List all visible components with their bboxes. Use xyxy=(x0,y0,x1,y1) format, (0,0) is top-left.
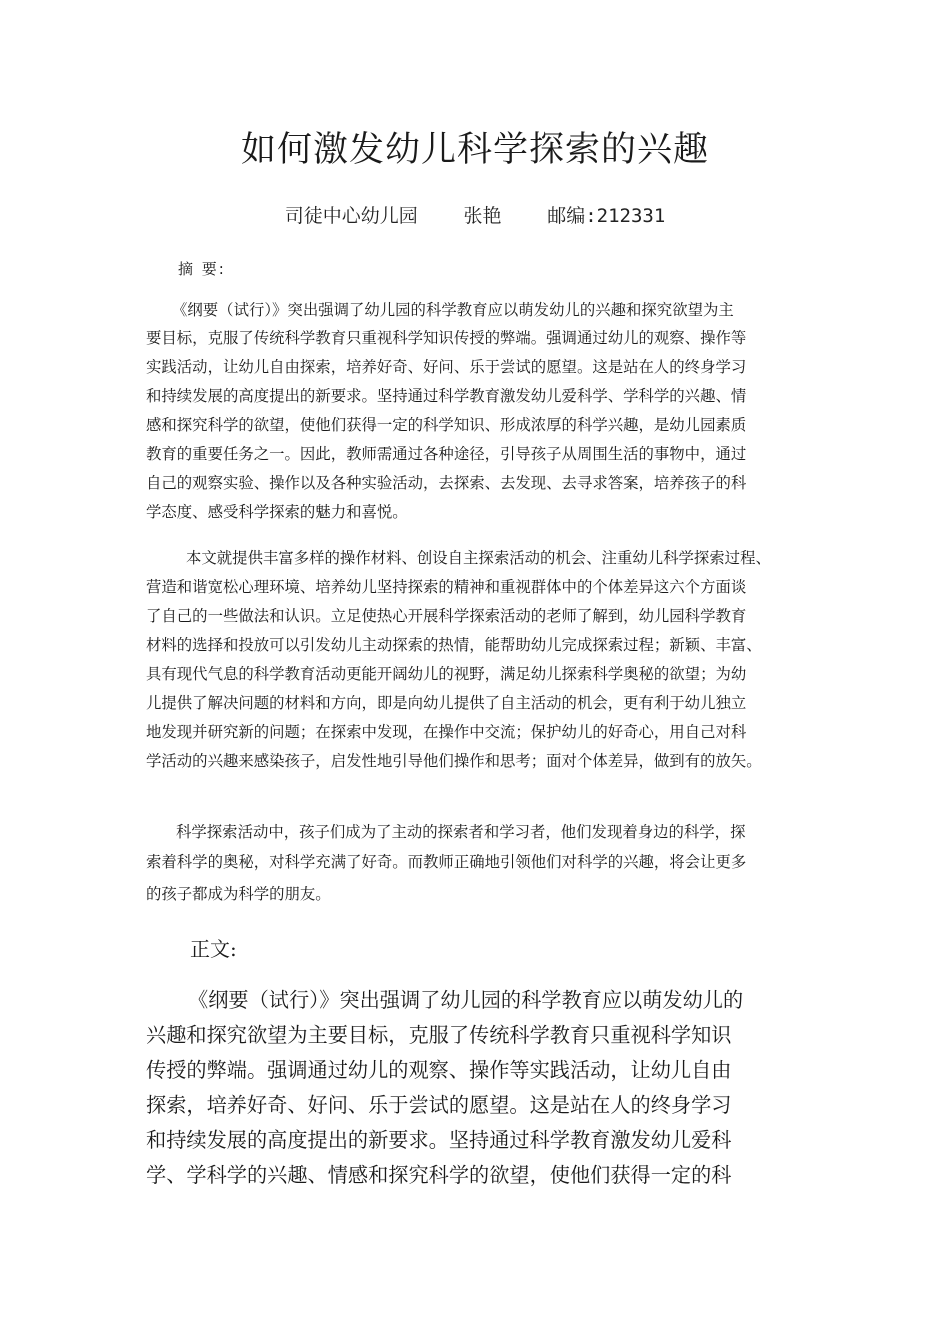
text-line: 《纲要（试行）》突出强调了幼儿园的科学教育应以萌发幼儿的 xyxy=(188,988,744,1012)
text-line: 兴趣和探究欲望为主要目标，克服了传统科学教育只重视科学知识 xyxy=(146,1023,732,1047)
text-line: 儿提供了解决问题的材料和方向，即是向幼儿提供了自主活动的机会，更有利于幼儿独立 xyxy=(146,694,747,712)
text-line: 和持续发展的高度提出的新要求。坚持通过科学教育激发幼儿爱科 xyxy=(146,1128,732,1152)
text-line: 和持续发展的高度提出的新要求。坚持通过科学教育激发幼儿爱科学、学科学的兴趣、情 xyxy=(146,387,747,405)
text-line: 本文就提供丰富多样的操作材料、创设自主探索活动的机会、注重幼儿科学探索过程、 xyxy=(186,549,771,567)
text-line: 实践活动，让幼儿自由探索，培养好奇、好问、乐于尝试的愿望。这是站在人的终身学习 xyxy=(146,358,747,376)
text-line: 自己的观察实验、操作以及各种实验活动，去探索、去发现、去寻求答案，培养孩子的科 xyxy=(146,474,747,492)
abstract-label: 摘 要: xyxy=(178,260,226,278)
text-line: 具有现代气息的科学教育活动更能开阔幼儿的视野，满足幼儿探索科学奥秘的欲望；为幼 xyxy=(146,665,747,683)
text-line: 传授的弊端。强调通过幼儿的观察、操作等实践活动，让幼儿自由 xyxy=(146,1058,732,1082)
text-line: 索着科学的奥秘，对科学充满了好奇。而教师正确地引领他们对科学的兴趣，将会让更多 xyxy=(146,853,747,871)
text-line: 的孩子都成为科学的朋友。 xyxy=(146,885,331,903)
text-line: 学态度、感受科学探索的魅力和喜悦。 xyxy=(146,503,408,521)
text-line: 要目标，克服了传统科学教育只重视科学知识传授的弊端。强调通过幼儿的观察、操作等 xyxy=(146,329,747,347)
text-line: 材料的选择和投放可以引发幼儿主动探索的热情，能帮助幼儿完成探索过程；新颖、丰富、 xyxy=(146,636,762,654)
text-line: 营造和谐宽松心理环境、培养幼儿坚持探索的精神和重视群体中的个体差异这六个方面谈 xyxy=(146,578,747,596)
author-byline: 司徒中心幼儿园 张艳 邮编:212331 xyxy=(284,205,666,227)
text-line: 《纲要（试行）》突出强调了幼儿园的科学教育应以萌发幼儿的兴趣和探究欲望为主 xyxy=(172,301,734,319)
text-line: 感和探究科学的欲望，使他们获得一定的科学知识、形成浓厚的科学兴趣，是幼儿园素质 xyxy=(146,416,747,434)
text-line: 学活动的兴趣来感染孩子，启发性地引导他们操作和思考；面对个体差异，做到有的放矢。 xyxy=(146,752,762,770)
body-label: 正文: xyxy=(190,937,237,961)
text-line: 教育的重要任务之一。因此，教师需通过各种途径，引导孩子从周围生活的事物中，通过 xyxy=(146,445,747,463)
text-line: 探索，培养好奇、好问、乐于尝试的愿望。这是站在人的终身学习 xyxy=(146,1093,732,1117)
document-title: 如何激发幼儿科学探索的兴趣 xyxy=(240,130,709,170)
text-line: 科学探索活动中，孩子们成为了主动的探索者和学习者，他们发现着身边的科学，探 xyxy=(176,823,746,841)
text-line: 了自己的一些做法和认识。立足使热心开展科学探索活动的老师了解到，幼儿园科学教育 xyxy=(146,607,747,625)
text-line: 地发现并研究新的问题；在探索中发现，在操作中交流；保护幼儿的好奇心，用自己对科 xyxy=(146,723,747,741)
text-line: 学、学科学的兴趣、情感和探究科学的欲望，使他们获得一定的科 xyxy=(146,1163,732,1187)
